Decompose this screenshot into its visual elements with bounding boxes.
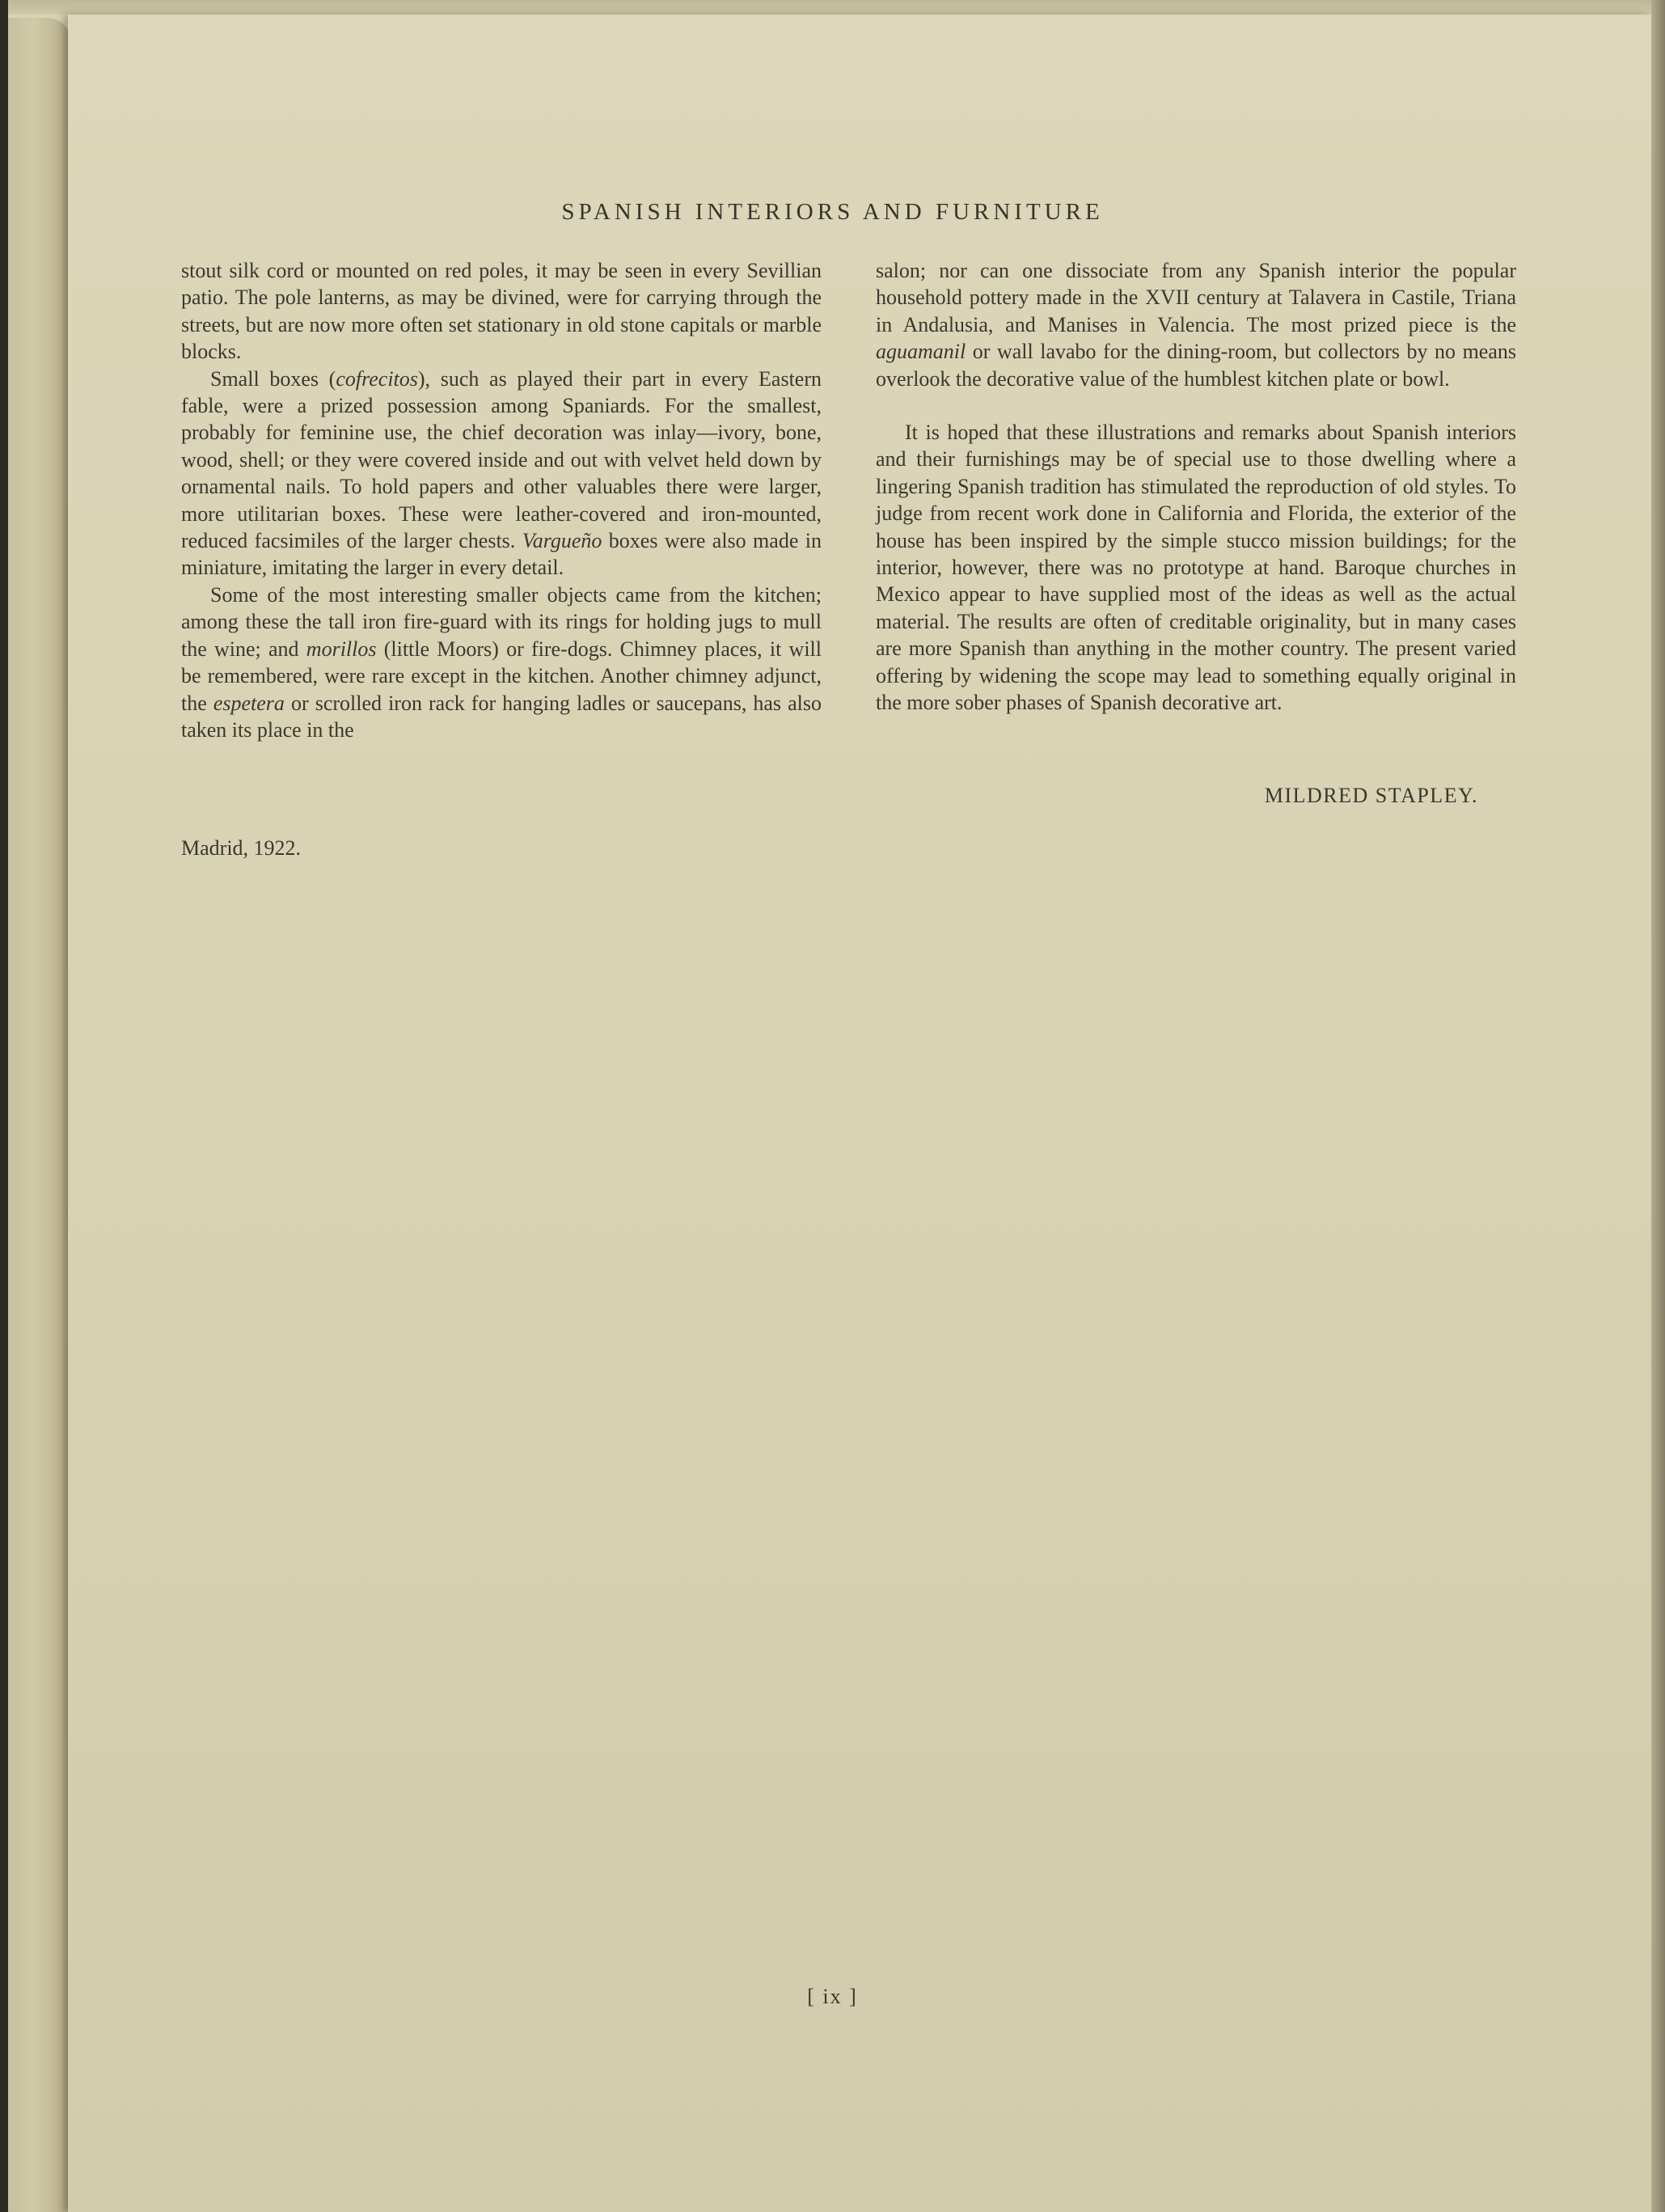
italic-term: Vargueño	[522, 529, 602, 553]
text-run: boxes were also made in miniature, imitating the larger in every detail.	[181, 529, 822, 580]
paragraph	[181, 366, 822, 582]
paragraph	[181, 582, 822, 743]
text-run: ), such as played their part in every Eastern fable, were a prized possession among Spaniards. For the smallest, probably for feminine use, the chief decoration was inlay—ivory, bone, wood, shell; or they were covered inside and out with velvet held down by ornamental nails. To hold papers and other valuables there were larger, more utilitarian boxes. These were leather-covered and iron-mounted, reduced facsimiles of the larger chests.	[181, 366, 822, 553]
right-column	[876, 257, 1516, 717]
text-run: stout silk cord or mounted on red poles, it may be seen in every Sevillian patio. The pole lanterns, as may be divined, were for carrying through the streets, but are now more often set stationary in old stone capitals or marble blocks.	[181, 259, 822, 364]
italic-term: morillos	[306, 637, 377, 661]
running-head: SPANISH INTERIORS AND FURNITURE	[561, 199, 1104, 225]
paragraph	[181, 257, 822, 366]
dateline: Madrid, 1922.	[181, 836, 302, 860]
page-number: [ ix ]	[807, 1985, 858, 2008]
text-run: salon; nor can one dissociate from any Spanish interior the popular household pottery made in the XVII century at Talavera in Castile, Triana in Andalusia, and Manises in Valencia. The most prized piece is the	[876, 259, 1516, 336]
text-run: Some of the most interesting smaller objects came from the kitchen; among these the tall iron fire-guard with its rings for holding jugs to mull the wine; and	[181, 582, 822, 661]
italic-term: espetera	[213, 691, 285, 715]
facing-page-edge	[8, 18, 71, 2212]
author-signature: MILDRED STAPLEY.	[1264, 784, 1478, 807]
paragraph	[876, 419, 1516, 716]
paragraph	[876, 257, 1516, 392]
italic-term: aguamanil	[876, 340, 966, 364]
text-run: (little Moors) or fire-dogs. Chimney places, it will be remembered, were rare except in the kitchen. Another chimney adjunct, the	[181, 637, 822, 715]
text-run: It is hoped that these illustrations and remarks about Spanish interiors and their furnishings may be of special use to those dwelling where a lingering Spanish tradition has stimulated the reproduction of old styles. To judge from recent work done in California and Florida, the exterior of the house has been inspired by the simple stucco mission buildings; for the interior, however, there was no prototype at hand. Baroque churches in Mexico appear to have supplied most of the ideas as well as the actual material. The results are often of creditable originality, but in many cases are more Spanish than anything in the mother country. The present varied offering by widening the scope may lead to something equally original in the more sober phases of Spanish decorative art.	[876, 421, 1516, 715]
text-run: or wall lavabo for the dining-room, but collectors by no means overlook the decorative value of the humblest kitchen plate or bowl.	[876, 340, 1516, 391]
text-run: or scrolled iron rack for hanging ladles or saucepans, has also taken its place in the	[181, 691, 822, 742]
italic-term: cofrecitos	[336, 366, 418, 391]
text-run: Small boxes (	[210, 366, 336, 391]
left-column	[181, 257, 822, 743]
binding-strip	[0, 0, 8, 2212]
page-top-edge	[0, 0, 1665, 15]
page-right-edge	[1651, 0, 1665, 2212]
